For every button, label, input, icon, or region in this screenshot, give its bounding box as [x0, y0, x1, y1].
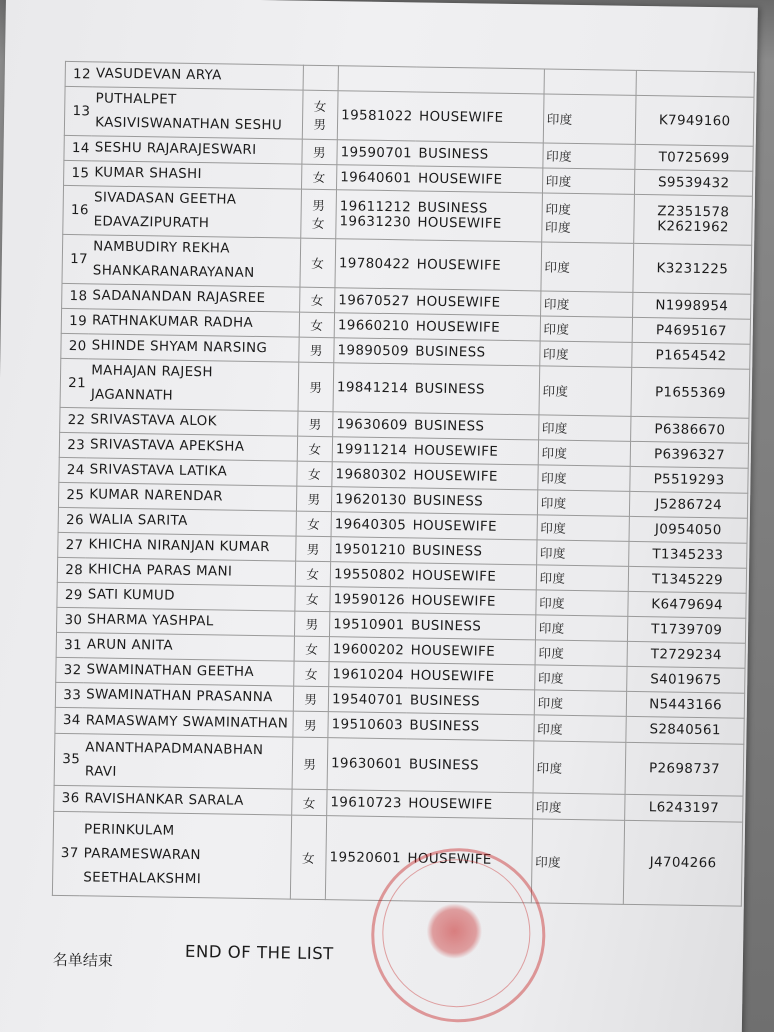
row-number: 31 [56, 632, 84, 657]
sex-cell: 女 [292, 789, 328, 816]
nationality-cell: 印度 [543, 94, 636, 144]
occupation-cell [416, 67, 544, 94]
passport-number-cell: S4019675 [627, 666, 745, 693]
row-number: 15 [64, 160, 92, 185]
row-number: 19 [61, 308, 89, 333]
passport-number-cell: T2729234 [627, 641, 745, 668]
nationality-cell: 印度 [534, 665, 627, 691]
passport-number-cell: T1345233 [629, 541, 747, 568]
occupation-cell: HOUSEWIFE [413, 240, 541, 291]
occupation-cell: HOUSEWIFE [411, 438, 539, 465]
sex-cell: 男 [299, 337, 335, 363]
passport-number-cell: N1998954 [633, 292, 751, 319]
name-line: SESHU RAJARAJESWARI [94, 140, 257, 158]
passport-number-cell: P5519293 [630, 466, 748, 493]
birth-date-cell: 19590701 [337, 140, 416, 166]
occupation-cell: BUSINESS [406, 713, 534, 741]
birth-date-cell: 19620130 [332, 487, 411, 513]
passport-number-cell: P1654542 [632, 342, 750, 369]
sex-cell: 男 [292, 737, 328, 790]
passport-number-cell: N5443166 [626, 691, 744, 718]
row-number: 30 [57, 607, 85, 632]
nationality-cell: 印度 [533, 741, 626, 794]
nationality-cell: 印度 印度 [541, 193, 634, 243]
row-number: 28 [57, 557, 85, 582]
sex-cell: 女 [301, 164, 337, 190]
row-number: 23 [59, 432, 87, 457]
passenger-name [85, 533, 296, 561]
passport-number-cell: S2840561 [626, 716, 744, 744]
sex-cell [303, 65, 339, 91]
occupation-cell: HOUSEWIFE [407, 663, 535, 690]
passenger-name [90, 235, 301, 287]
row-number: 24 [59, 457, 87, 482]
row-number: 22 [60, 407, 88, 432]
sex-cell: 女 [297, 461, 333, 487]
row-number: 16 [63, 185, 91, 234]
occupation-cell: HOUSEWIFE [410, 463, 538, 490]
nationality-cell: 印度 [534, 715, 627, 742]
birth-date-cell: 19520601 [325, 816, 405, 901]
passenger-name [83, 708, 294, 737]
sex-cell: 男 [293, 686, 329, 712]
footer-english-text: END OF THE LIST [184, 941, 334, 964]
occupation-cell: BUSINESS [410, 488, 538, 515]
nationality-cell: 印度 [537, 515, 630, 541]
embassy-seal-stamp [370, 847, 547, 1024]
birth-date-cell: 19600202 [329, 637, 408, 663]
row-number: 34 [55, 707, 83, 733]
name-line: MAHAJAN RAJESH [91, 363, 213, 381]
birth-date-cell [338, 66, 417, 92]
name-line: JAGANNATH [90, 387, 174, 404]
nationality-cell: 印度 [538, 415, 631, 441]
row-number: 35 [54, 733, 82, 785]
birth-date-cell: 19581022 [337, 91, 416, 141]
passenger-name [82, 734, 293, 789]
sex-cell: 女 [299, 312, 335, 338]
passenger-name [90, 186, 301, 238]
passenger-name [83, 658, 294, 686]
occupation-cell: BUSINESS [411, 413, 539, 440]
nationality-cell: 印度 [541, 242, 634, 292]
sex-cell: 女 [299, 287, 335, 313]
name-line: PERINKULAM [83, 821, 175, 839]
name-line: SATI KUMUD [87, 587, 176, 604]
row-number: 27 [58, 532, 86, 557]
row-number: 21 [60, 358, 88, 407]
passport-number-cell: J5286724 [630, 491, 748, 518]
passenger-name [87, 458, 298, 486]
row-number: 25 [58, 482, 86, 507]
passport-number-cell: Z2351578 K2621962 [634, 194, 753, 245]
name-line: SRIVASTAVA LATIKA [89, 462, 228, 480]
occupation-cell: BUSINESS [407, 688, 535, 715]
sex-cell: 女 [294, 661, 330, 687]
birth-date-cell: 19501210 [331, 537, 410, 563]
occupation-cell: BUSINESS [405, 739, 533, 793]
passport-number-cell: P4695167 [632, 317, 750, 344]
birth-date-cell: 19540701 [328, 687, 407, 713]
birth-date-cell: 19510901 [330, 612, 409, 638]
row-number: 37 [52, 811, 81, 895]
sex-cell: 女 [295, 586, 331, 612]
birth-date-cell: 19670527 [335, 288, 414, 314]
name-line: SRIVASTAVA APEKSHA [89, 437, 245, 455]
occupation-cell: BUSINESS HOUSEWIFE [414, 191, 542, 242]
sex-cell: 男 [302, 139, 338, 165]
row-number: 36 [54, 785, 82, 811]
name-line: ANANTHAPADMANABHAN [85, 739, 264, 758]
name-line: KUMAR SHASHI [94, 165, 203, 183]
name-line: SHARMA YASHPAL [87, 612, 214, 630]
name-line: VASUDEVAN ARYA [95, 66, 222, 84]
name-line: RAMASWAMY SWAMINATHAN [85, 712, 289, 732]
name-line: SADANANDAN RAJASREE [92, 288, 266, 307]
passport-number-cell: T0725699 [635, 144, 753, 171]
row-number: 14 [64, 135, 92, 160]
birth-date-cell: 19680302 [332, 462, 411, 488]
name-line: SWAMINATHAN PRASANNA [86, 687, 273, 706]
row-number: 20 [61, 333, 89, 358]
sex-cell: 男 [294, 611, 330, 637]
name-line: RAVISHANKAR SARALA [84, 790, 244, 809]
occupation-cell: HOUSEWIFE [409, 563, 537, 590]
occupation-cell: HOUSEWIFE [408, 588, 536, 615]
name-line: KHICHA NIRANJAN KUMAR [88, 537, 270, 556]
passenger-name [81, 786, 292, 815]
nationality-cell: 印度 [540, 316, 633, 342]
nationality-cell: 印度 [539, 341, 632, 367]
passport-number-cell: J0954050 [629, 516, 747, 543]
name-line: KUMAR NARENDAR [89, 487, 224, 505]
row-number: 26 [58, 507, 86, 532]
passenger-name [89, 309, 300, 337]
row-number: 33 [55, 682, 83, 707]
secondary-sex-mark: 男 [313, 116, 327, 133]
name-line: SHINDE SHYAM NARSING [91, 338, 268, 357]
passenger-name [92, 87, 303, 139]
passport-number-cell: K3231225 [633, 243, 752, 294]
passenger-name [87, 408, 298, 436]
row-number: 13 [64, 86, 92, 135]
birth-date-cell: 19660210 [334, 313, 413, 339]
passport-number-cell: S9539432 [635, 169, 753, 196]
passport-number-cell: K7949160 [635, 95, 754, 146]
sex-cell: 男 [296, 536, 332, 562]
sex-cell: 男 [298, 362, 334, 412]
nationality-cell: 印度 [543, 143, 636, 169]
passenger-name [92, 136, 303, 164]
occupation-cell: BUSINESS [411, 364, 539, 415]
name-line: WALIA SARITA [88, 512, 188, 529]
sex-cell: 女 男 [302, 90, 338, 140]
passport-number-cell: T1345229 [628, 566, 746, 593]
sex-cell: 女 [296, 511, 332, 537]
nationality-cell: 印度 [536, 540, 629, 566]
nationality-cell: 印度 [537, 490, 630, 516]
passport-number-cell: P1655369 [631, 367, 750, 418]
sex-cell: 男 女 [301, 189, 337, 239]
passenger-name [87, 433, 298, 461]
sex-cell: 男 [293, 711, 329, 738]
birth-date-cell: 19640305 [331, 512, 410, 538]
occupation-cell: HOUSEWIFE [409, 513, 537, 540]
birth-date-cell: 19510603 [328, 712, 407, 739]
passport-number-cell: T1739709 [628, 616, 746, 643]
passport-number-cell: P2698737 [625, 742, 744, 796]
birth-date-cell: 19630609 [333, 412, 412, 438]
secondary-occupation2: HOUSEWIFE [417, 215, 502, 232]
birth-date-cell: 19610723 [327, 790, 406, 817]
passenger-name [84, 633, 295, 661]
occupation-cell: HOUSEWIFE [413, 314, 541, 341]
passenger-name [80, 812, 292, 899]
passenger-name [89, 284, 300, 312]
passenger-table [52, 61, 755, 907]
nationality-cell: 印度 [535, 640, 628, 666]
nationality-cell: 印度 [539, 366, 632, 416]
secondary-date2: 19631230 [339, 214, 412, 231]
nationality-cell: 印度 [540, 291, 633, 317]
sex-cell: 女 [297, 436, 333, 462]
birth-date-cell: 19841214 [333, 363, 412, 413]
occupation-cell: HOUSEWIFE [413, 289, 541, 316]
name-line: KASIVISWANATHAN SESHU [95, 115, 283, 134]
name-line: PARAMESWARAN [83, 845, 202, 863]
occupation-cell: HOUSEWIFE [404, 817, 533, 903]
sex-cell: 女 [290, 815, 327, 900]
passenger-name [85, 583, 296, 611]
passport-number-cell: J4704266 [624, 820, 743, 906]
passport-number-cell: K6479694 [628, 591, 746, 618]
occupation-cell: HOUSEWIFE [407, 638, 535, 665]
row-number: 29 [57, 582, 85, 607]
nationality-cell: 印度 [537, 465, 630, 491]
name-line: SEETHALAKSHMI [83, 869, 202, 887]
name-line: NAMBUDIRY REKHA [93, 239, 230, 257]
passenger-name [91, 161, 302, 189]
passenger-name [93, 62, 304, 90]
passenger-name [86, 483, 297, 511]
nationality-cell: 印度 [532, 793, 625, 820]
sex-cell: 女 [300, 238, 336, 288]
name-line: SIVADASAN GEETHA [93, 190, 237, 208]
row-number: 17 [62, 234, 90, 283]
list-footer [52, 941, 334, 971]
passenger-name [88, 359, 299, 411]
nationality-cell [544, 69, 637, 95]
name-line: SHANKARANARAYANAN [92, 263, 255, 281]
passenger-name [83, 683, 294, 711]
name-line: ARUN ANITA [86, 637, 174, 654]
birth-date-cell: 19611212 19631230 [336, 190, 415, 240]
birth-date-cell: 19590126 [330, 587, 409, 613]
occupation-cell: BUSINESS [412, 339, 540, 366]
passport-number-cell: L6243197 [625, 794, 743, 822]
sex-cell: 男 [297, 411, 333, 437]
occupation-cell: BUSINESS [409, 538, 537, 565]
nationality-cell: 印度 [536, 590, 629, 616]
occupation-cell: BUSINESS [415, 141, 543, 168]
occupation-cell: HOUSEWIFE [415, 166, 543, 193]
birth-date-cell: 19911214 [332, 437, 411, 463]
name-line: RATHNAKUMAR RADHA [91, 313, 254, 331]
secondary-sex-mark: 女 [311, 215, 326, 232]
birth-date-cell: 19630601 [327, 738, 406, 791]
row-number: 12 [65, 61, 93, 86]
passport-number-cell: P6386670 [631, 416, 749, 443]
nationality-cell: 印度 [538, 440, 631, 466]
row-number: 32 [56, 657, 84, 682]
name-line: PUTHALPET [95, 91, 177, 108]
passport-number-cell: P6396327 [630, 441, 748, 468]
name-line: KHICHA PARAS MANI [88, 562, 233, 580]
passenger-name [85, 558, 296, 586]
sex-cell: 女 [294, 636, 330, 662]
birth-date-cell: 19780422 [335, 239, 414, 289]
passenger-name [84, 608, 295, 636]
passenger-table-body [52, 61, 754, 906]
name-line: SRIVASTAVA ALOK [90, 412, 217, 430]
secondary-passport2: K2621962 [657, 219, 729, 236]
nationality-cell: 印度 [542, 168, 635, 194]
occupation-cell: HOUSEWIFE [405, 791, 533, 819]
sex-cell: 男 [296, 486, 332, 512]
birth-date-cell: 19640601 [337, 165, 416, 191]
nationality-cell: 印度 [534, 690, 627, 716]
passport-number-cell [636, 70, 754, 97]
row-number: 18 [62, 283, 90, 308]
birth-date-cell: 19610204 [329, 662, 408, 688]
nationality-cell: 印度 [536, 565, 629, 591]
passenger-name [88, 334, 299, 362]
name-line: EDAVAZIPURATH [93, 214, 210, 232]
name-line: RAVI [84, 763, 117, 780]
footer-chinese-text: 名单结束 [52, 950, 114, 970]
occupation-cell: BUSINESS [408, 613, 536, 640]
nationality-cell: 印度 [531, 819, 625, 904]
occupation-cell: HOUSEWIFE [416, 92, 544, 143]
birth-date-cell: 19550802 [330, 562, 409, 588]
sex-cell: 女 [295, 561, 331, 587]
birth-date-cell: 19890509 [334, 338, 413, 364]
passenger-name [86, 508, 297, 536]
nationality-cell: 印度 [535, 615, 628, 641]
name-line: SWAMINATHAN GEETHA [86, 662, 255, 680]
secondary-nationality2: 印度 [544, 219, 572, 235]
